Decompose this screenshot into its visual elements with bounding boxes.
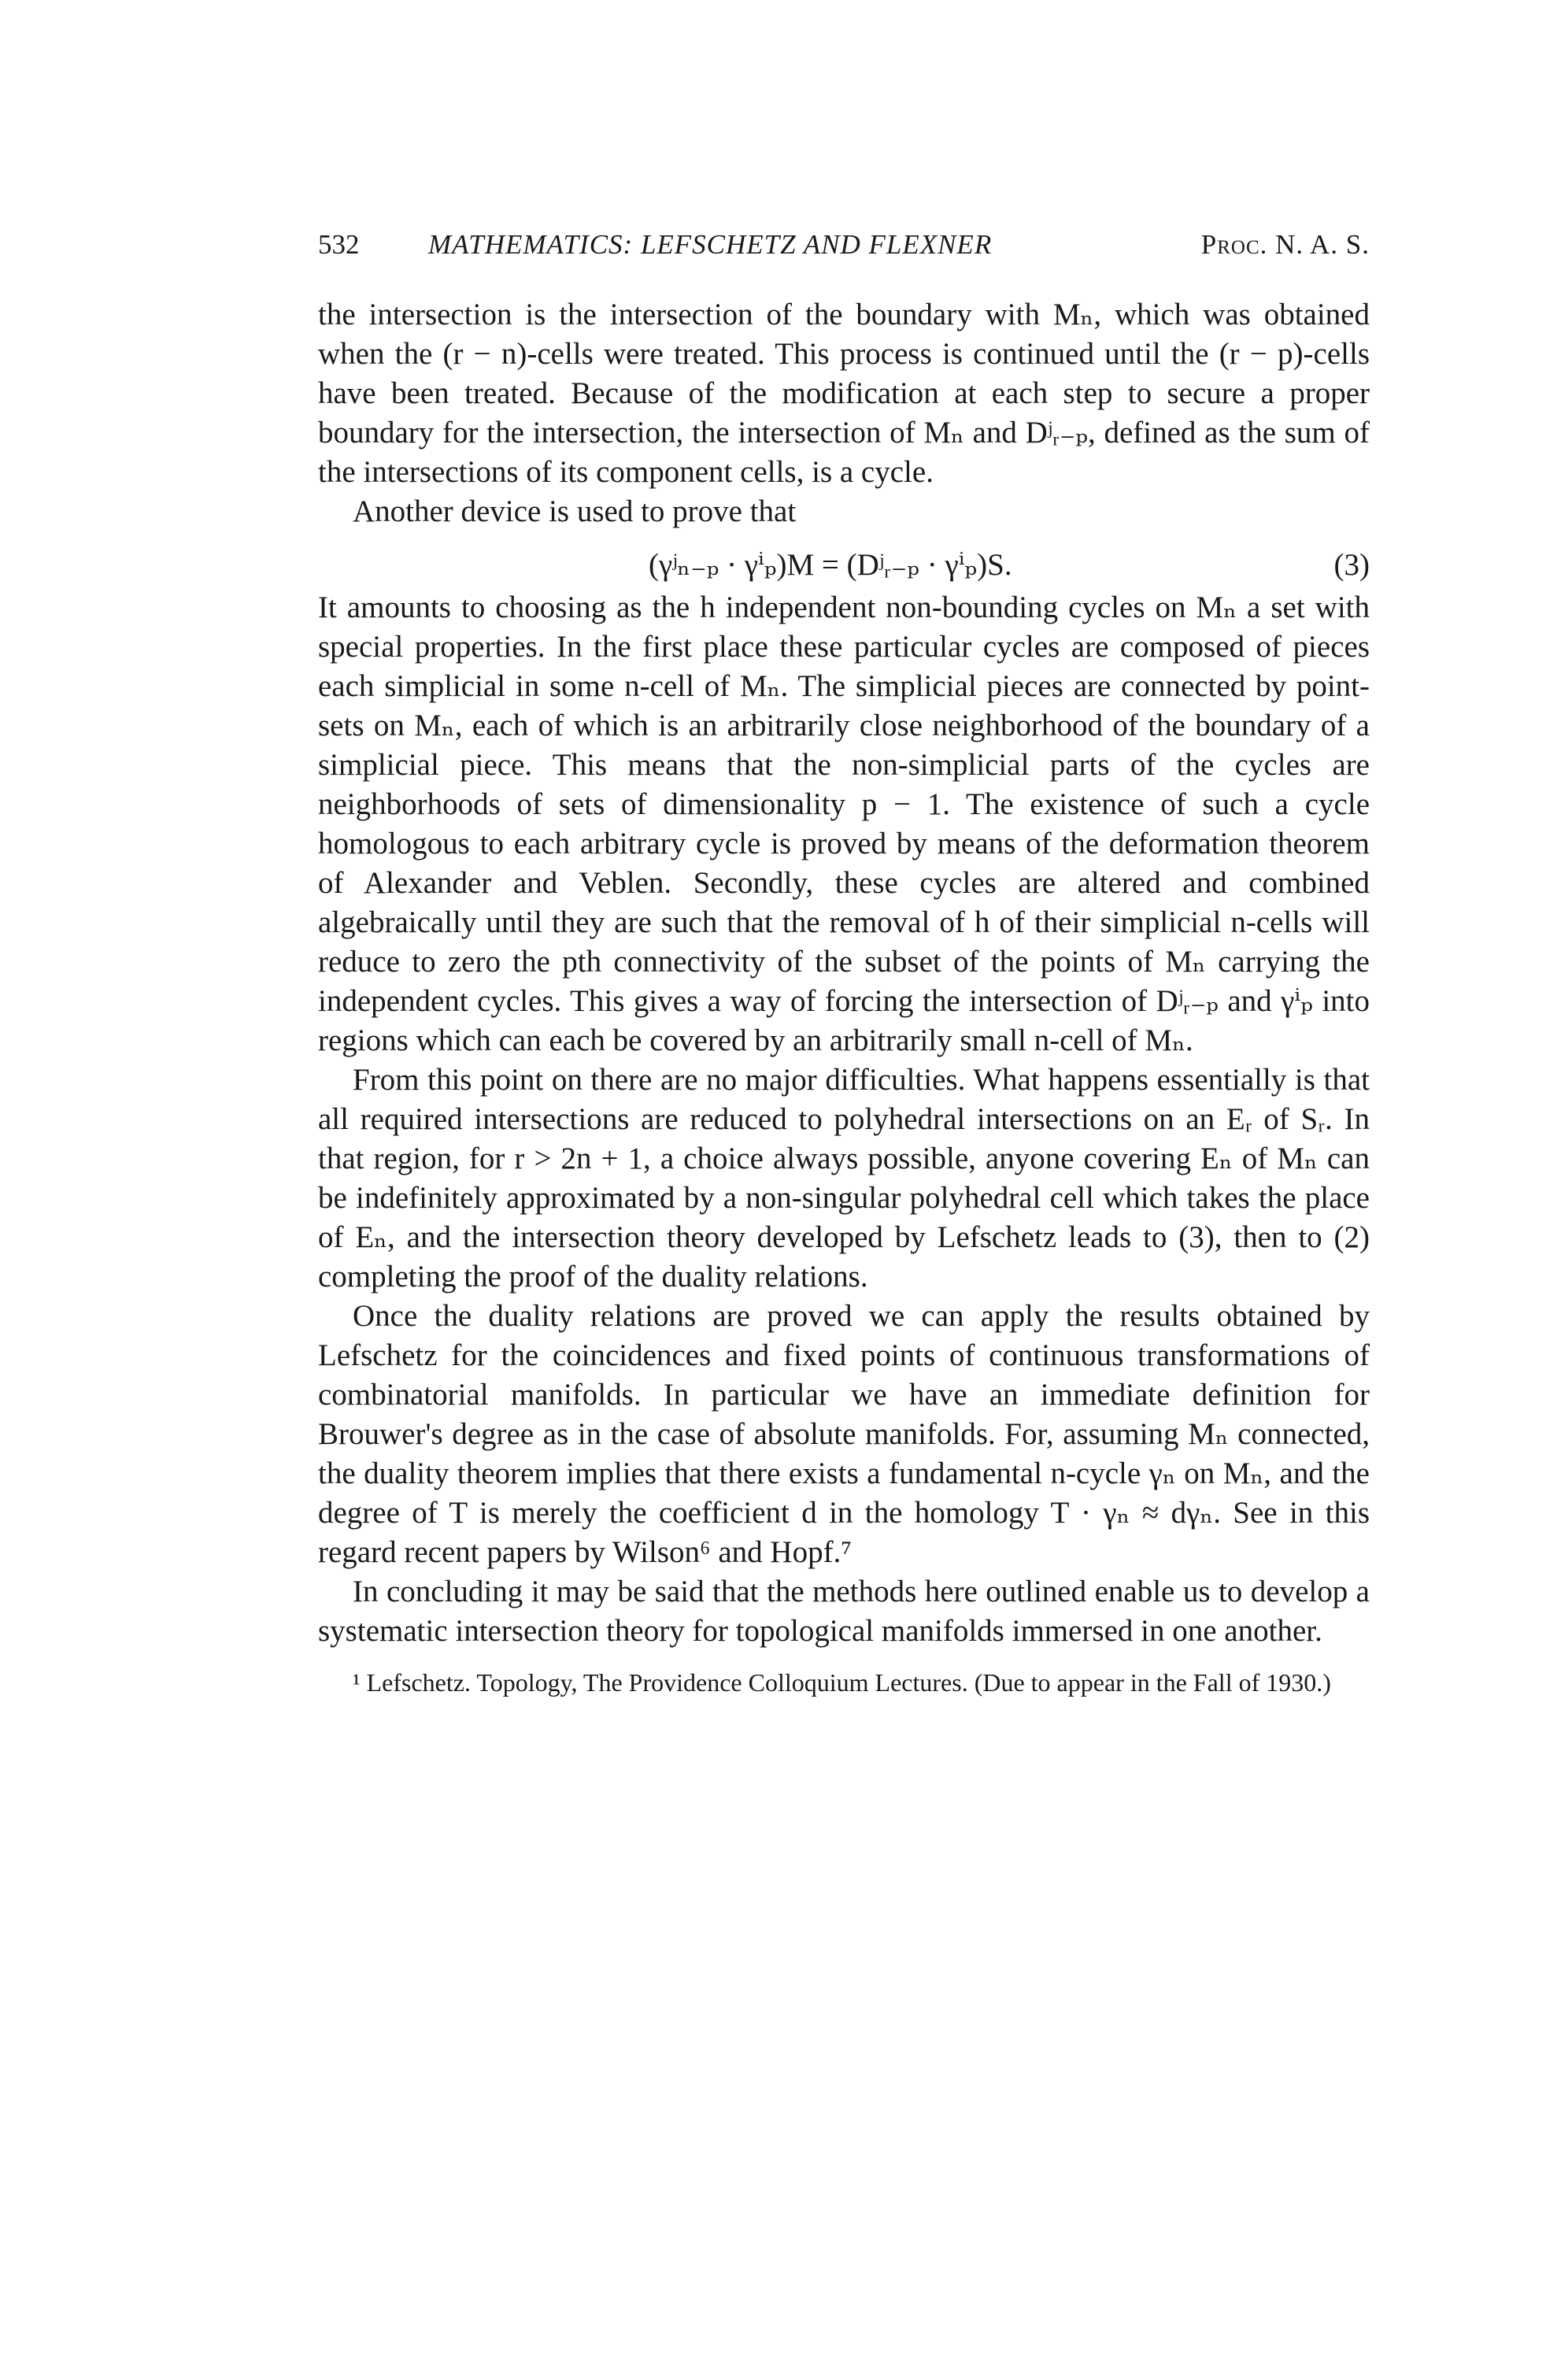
equation-number: (3) xyxy=(1333,548,1370,582)
paragraph-no-major-difficulties: From this point on there are no major difficulties. What happens essentially is that all required intersections are reduced to polyhedral intersections on an Eᵣ of Sᵣ. In that region, for r > 2n + 1, a choice always possible, anyone covering Eₙ of Mₙ can be indefinitely approximated by a non-singular polyhedral cell which takes the place of Eₙ, and the intersection theory developed by Lefschetz leads to (3), then to (2) completing the proof of the duality relations. xyxy=(318,1063,1370,1294)
page-number: 532 xyxy=(318,229,360,260)
equation-3 xyxy=(318,544,1370,587)
paragraph-duality-relations: Once the duality relations are proved we can apply the results obtained by Lefschetz for the coincidences and fixed points of continuous transformations of combinatorial manifolds. In particular we have an immediate definition for Brouwer's degree as in the case of absolute manifolds. For, assuming Mₙ connected, the duality theorem implies that there exists a fundamental n-cycle γₙ on Mₙ, and the degree of T is merely the coefficient d in the homology T · γₙ ≈ dγₙ. See in this regard recent papers by Wilson⁶ and Hopf.⁷ xyxy=(318,1299,1370,1569)
running-title: MATHEMATICS: LEFSCHETZ AND FLEXNER xyxy=(428,229,993,260)
equation-body: (γʲₙ₋ₚ · γⁱₚ)M = (Dʲᵣ₋ₚ · γⁱₚ)S. xyxy=(649,548,1012,582)
running-head xyxy=(318,225,1370,265)
paragraph-concluding: In concluding it may be said that the methods here outlined enable us to develop a systematic intersection theory for topological manifolds immersed in one another. xyxy=(318,1575,1370,1648)
journal-abbreviation: Proc. N. A. S. xyxy=(1200,229,1370,260)
body-text xyxy=(318,295,1370,1700)
paragraph-another-device: Another device is used to prove that xyxy=(353,494,797,528)
footnote-1: ¹ Lefschetz. Topology, The Providence Colloquium Lectures. (Due to appear in the Fall of 1930.) xyxy=(353,1668,1331,1697)
paragraph-special-cycles: It amounts to choosing as the h independent non-bounding cycles on Mₙ a set with special properties. In the first place these particular cycles are composed of pieces each simplicial in some n-cell of Mₙ. The simplicial pieces are connected by point-sets on Mₙ, each of which is an arbitrarily close neighborhood of the boundary of a simplicial piece. This means that the non-simplicial parts of the cycles are neighborhoods of sets of dimensionality p − 1. The existence of such a cycle homologous to each arbitrary cycle is proved by means of the deformation theorem of Alexander and Veblen. Secondly, these cycles are altered and combined algebraically until they are such that the removal of h of their simplicial n-cells will reduce to zero the pth connectivity of the subset of the points of Mₙ carrying the independent cycles. This gives a way of forcing the intersection of Dʲᵣ₋ₚ and γⁱₚ into regions which can each be covered by an arbitrarily small n-cell of Mₙ. xyxy=(318,590,1370,1057)
paragraph-intersection-cycle: the intersection is the intersection of the boundary with Mₙ, which was obtained when the (r − n)-cells were treated. This process is continued until the (r − p)-cells have been treated. Because of the modification at each step to secure a proper boundary for the intersection, the intersection of Mₙ and Dʲᵣ₋ₚ, defined as the sum of the intersections of its component cells, is a cycle. xyxy=(318,298,1370,489)
